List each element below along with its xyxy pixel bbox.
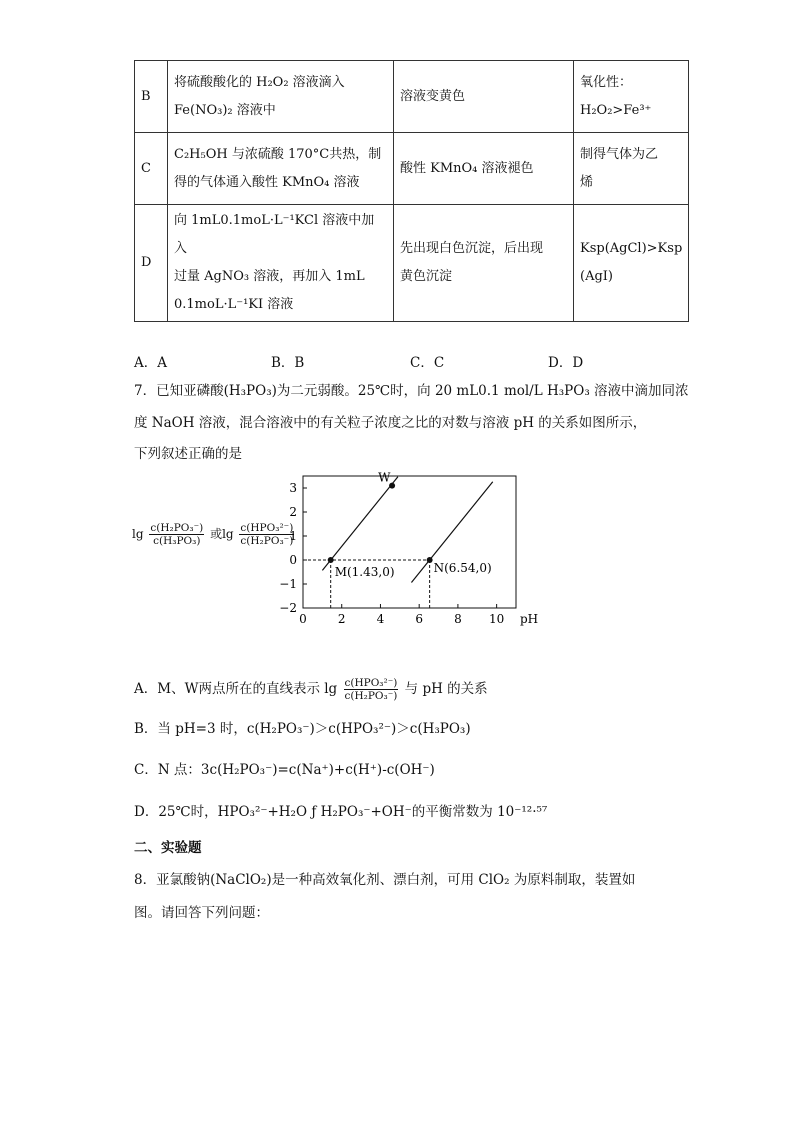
- operation-cell: 向 1mL0.1moL·L⁻¹KCl 溶液中加入 过量 AgNO₃ 溶液，再加入 1mL 0.1moL·L⁻¹KI 溶液: [168, 205, 394, 322]
- option-c: C．C: [410, 355, 445, 371]
- point-m: [328, 557, 334, 563]
- x-tick-label: 2: [337, 612, 346, 626]
- chart-ylabel: lg $\frac{\text{c(H₂PO₃⁻)}}{\text{c(H₃PO₃)}}$ 或lg $\frac{\text{c(HPO₃²⁻)}}{\text{c(H₂PO₃⁻)}}$: [132, 522, 294, 547]
- q7-option-b: B．当 pH=3 时，c(H₂PO₃⁻)＞c(HPO₃²⁻)＞c(H₃PO₃): [134, 721, 471, 737]
- q7-line3: 下列叙述正确的是: [134, 446, 242, 462]
- plot-frame: [303, 476, 516, 608]
- option-a: A．A: [134, 355, 167, 371]
- conclusion-cell: Ksp(AgCl)>Ksp (AgI): [574, 205, 689, 322]
- q8-line1: 8．亚氯酸钠(NaClO₂)是一种高效氧化剂、漂白剂，可用 ClO₂ 为原料制取，装置如: [134, 872, 636, 888]
- x-axis-label: pH: [520, 612, 539, 626]
- operation-cell: C₂H₅OH 与浓硫酸 170°C共热，制 得的气体通入酸性 KMnO₄ 溶液: [168, 133, 394, 205]
- q7-option-d: D．25℃时，HPO₃²⁻+H₂O ƒ H₂PO₃⁻+OH⁻的平衡常数为 10⁻¹²·⁵⁷: [134, 804, 548, 820]
- q7-option-c: C．N 点：3c(H₂PO₃⁻)=c(Na⁺)+c(H⁺)-c(OH⁻): [134, 762, 435, 778]
- point-label-n: N(6.54,0): [433, 561, 492, 575]
- x-tick-label: 6: [415, 612, 424, 626]
- point-n: [427, 557, 433, 563]
- x-tick-label: 0: [299, 612, 307, 626]
- y-tick-label: 2: [289, 505, 297, 519]
- y-tick-label: 1: [289, 529, 297, 543]
- point-label-m: M(1.43,0): [334, 565, 395, 579]
- table-row: [135, 61, 689, 133]
- conclusion-cell: 制得气体为乙 烯: [574, 133, 689, 205]
- table-row: [135, 133, 689, 205]
- y-tick-label: −1: [279, 577, 297, 591]
- experiment-table: [134, 60, 689, 322]
- x-tick-label: 8: [454, 612, 462, 626]
- ph-chart: [270, 472, 540, 632]
- q7-option-a: A．M、W两点所在的直线表示 lg $\frac{\text{c(HPO₃²⁻)}}{\text{c(H₂PO₃⁻)}}$ 与 pH 的关系: [134, 677, 488, 702]
- q8-line2: 图。请回答下列问题：: [134, 905, 269, 921]
- operation-cell: 将硫酸酸化的 H₂O₂ 溶液滴入 Fe(NO₃)₂ 溶液中: [168, 61, 394, 133]
- y-tick-label: −2: [279, 601, 297, 615]
- x-tick-label: 4: [376, 612, 385, 626]
- row-letter: C: [135, 133, 168, 205]
- phenomenon-cell: 酸性 KMnO₄ 溶液褪色: [394, 133, 574, 205]
- section-title: 二、实验题: [134, 840, 202, 856]
- phenomenon-cell: 溶液变黄色: [394, 61, 574, 133]
- point-label-w: W: [378, 472, 391, 485]
- table-row: [135, 205, 689, 322]
- q7-line2: 度 NaOH 溶液，混合溶液中的有关粒子浓度之比的对数与溶液 pH 的关系如图所示，: [134, 415, 647, 431]
- row-letter: D: [135, 205, 168, 322]
- phenomenon-cell: 先出现白色沉淀，后出现 黄色沉淀: [394, 205, 574, 322]
- q7-line1: 7．已知亚磷酸(H₃PO₃)为二元弱酸。25℃时，向 20 mL0.1 mol/L H₃PO₃ 溶液中滴加同浓: [134, 383, 689, 399]
- row-letter: B: [135, 61, 168, 133]
- y-tick-label: 0: [289, 553, 297, 567]
- option-b: B．B: [271, 355, 305, 371]
- y-tick-label: 3: [289, 481, 297, 495]
- x-tick-label: 10: [488, 612, 505, 626]
- option-d: D．D: [548, 355, 584, 371]
- series-line-1: [322, 477, 398, 571]
- conclusion-cell: 氧化性： H₂O₂>Fe³⁺: [574, 61, 689, 133]
